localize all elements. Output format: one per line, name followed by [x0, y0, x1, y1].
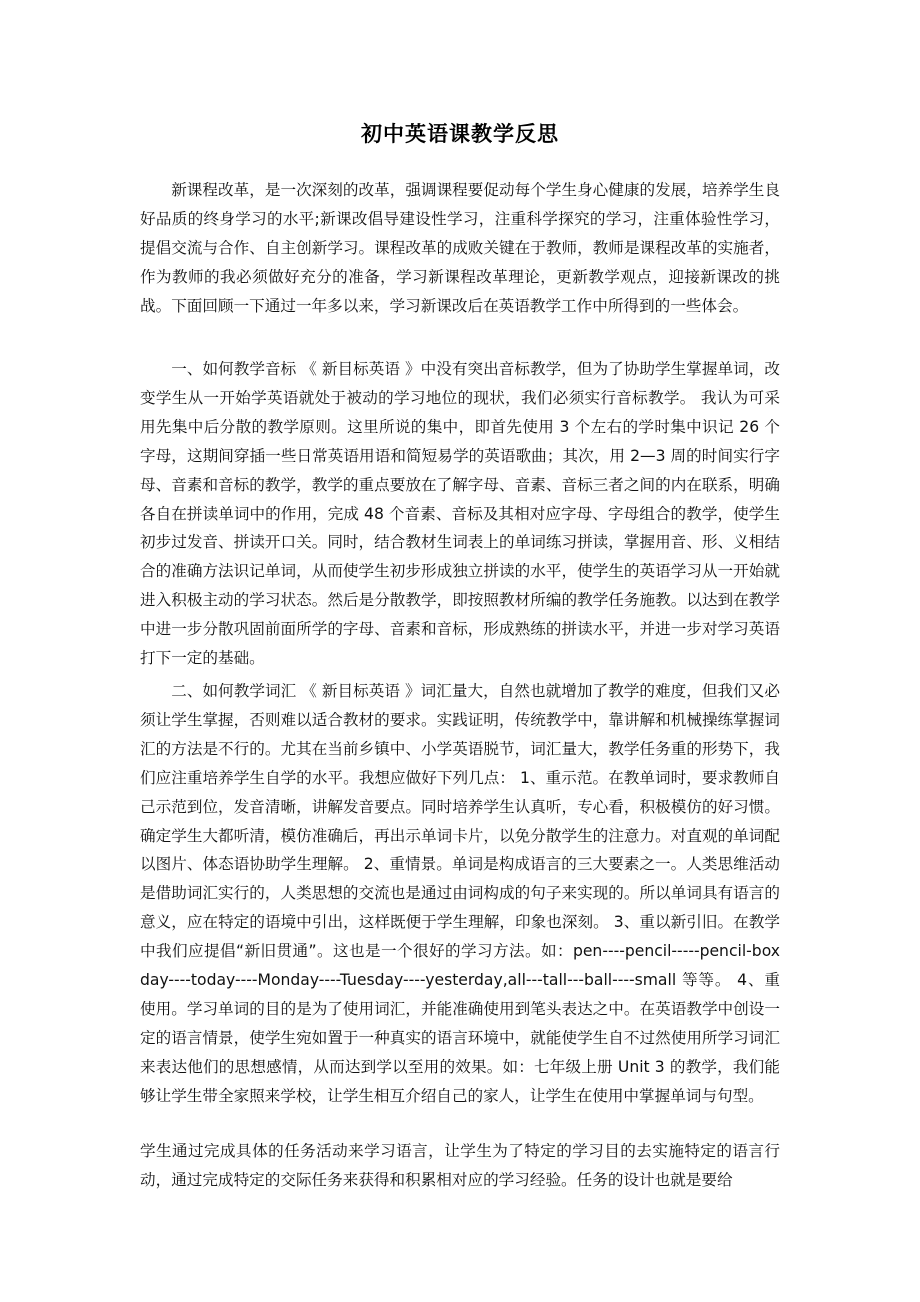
paragraph-vocabulary: 二、如何教学词汇 《 新目标英语 》词汇量大，自然也就增加了教学的难度，但我们又必须让学生掌握，否则难以适合教材的要求。实践证明，传统教学中，靠讲解和机械操练掌握词汇的方法是不行的。尤其在当前乡镇中、小学英语脱节，词汇量大，教学任务重的形势下，我们应注重培养学生自学的水平。我想应做好下列几点： 1、重示范。在教单词时，要求教师自己示范到位，发音清晰，讲解发音要点。同时培养学生认真听，专心看，积极模仿的好习惯。确定学生大都听清，模仿准确后，再出示单词卡片，以免分散学生的注意力。对直观的单词配以图片、体态语协助学生理解。 2、重情景。单词是构成语言的三大要素之一。人类思维活动是借助词汇实行的，人类思想的交流也是通过由词构成的句子来实现的。所以单词具有语言的意义，应在特定的语境中引出，这样既便于学生理解，印象也深刻。 3、重以新引旧。在教学中我们应提倡“新旧贯通”。这也是一个很好的学习方法。如：pen----pencil-----pencil-box day----today----Monday----Tuesday----yesterday,all---tall---ball----small 等等。 4、重使用。学习单词的目的是为了使用词汇，并能准确使用到笔头表达之中。在英语教学中创设一定的语言情景，使学生宛如置于一种真实的语言环境中，就能使学生自不过然使用所学习词汇来表达他们的思想感情，从而达到学以至用的效果。如：七年级上册 Unit 3 的教学，我们能够让学生带全家照来学校，让学生相互介绍自己的家人，让学生在使用中掌握单词与句型。	[140, 682, 780, 1105]
paragraph-task-based: 学生通过完成具体的任务活动来学习语言，让学生为了特定的学习目的去实施特定的语言行动，通过完成特定的交际任务来获得和积累相对应的学习经验。任务的设计也就是要给	[140, 1142, 780, 1189]
paragraph-phonetics: 一、如何教学音标 《 新目标英语 》中没有突出音标教学，但为了协助学生掌握单词，改变学生从一开始学英语就处于被动的学习地位的现状，我们必须实行音标教学。 我认为可采用先集中后分散的教学原则。这里所说的集中，即首先使用 3 个左右的学时集中识记 26 个字母，这期间穿插一些日常英语用语和简短易学的英语歌曲；其次，用 2—3 周的时间实行字母、音素和音标的教学，教学的重点要放在了解字母、音素、音标三者之间的内在联系，明确各自在拼读单词中的作用，完成 48 个音素、音标及其相对应字母、字母组合的教学，使学生初步过发音、拼读开口关。同时，结合教材生词表上的单词练习拼读，掌握用音、形、义相结合的准确方法识记单词，从而使学生初步形成独立拼读的水平，使学生的英语学习从一开始就进入积极主动的学习状态。然后是分散教学，即按照教材所编的教学任务施教。以达到在教学中进一步分散巩固前面所学的字母、音素和音标，形成熟练的拼读水平，并进一步对学习英语打下一定的基础。	[140, 360, 780, 668]
document-title: 初中英语课教学反思	[361, 122, 559, 146]
paragraph-introduction: 新课程改革，是一次深刻的改革，强调课程要促动每个学生身心健康的发展，培养学生良好品质的终身学习的水平;新课改倡导建设性学习，注重科学探究的学习，注重体验性学习，提倡交流与合作、自主创新学习。课程改革的成败关键在于教师，教师是课程改革的实施者，作为教师的我必须做好充分的准备，学习新课程改革理论，更新教学观点，迎接新课改的挑战。下面回顾一下通过一年多以来，学习新课改后在英语教学工作中所得到的一些体会。	[140, 181, 780, 315]
